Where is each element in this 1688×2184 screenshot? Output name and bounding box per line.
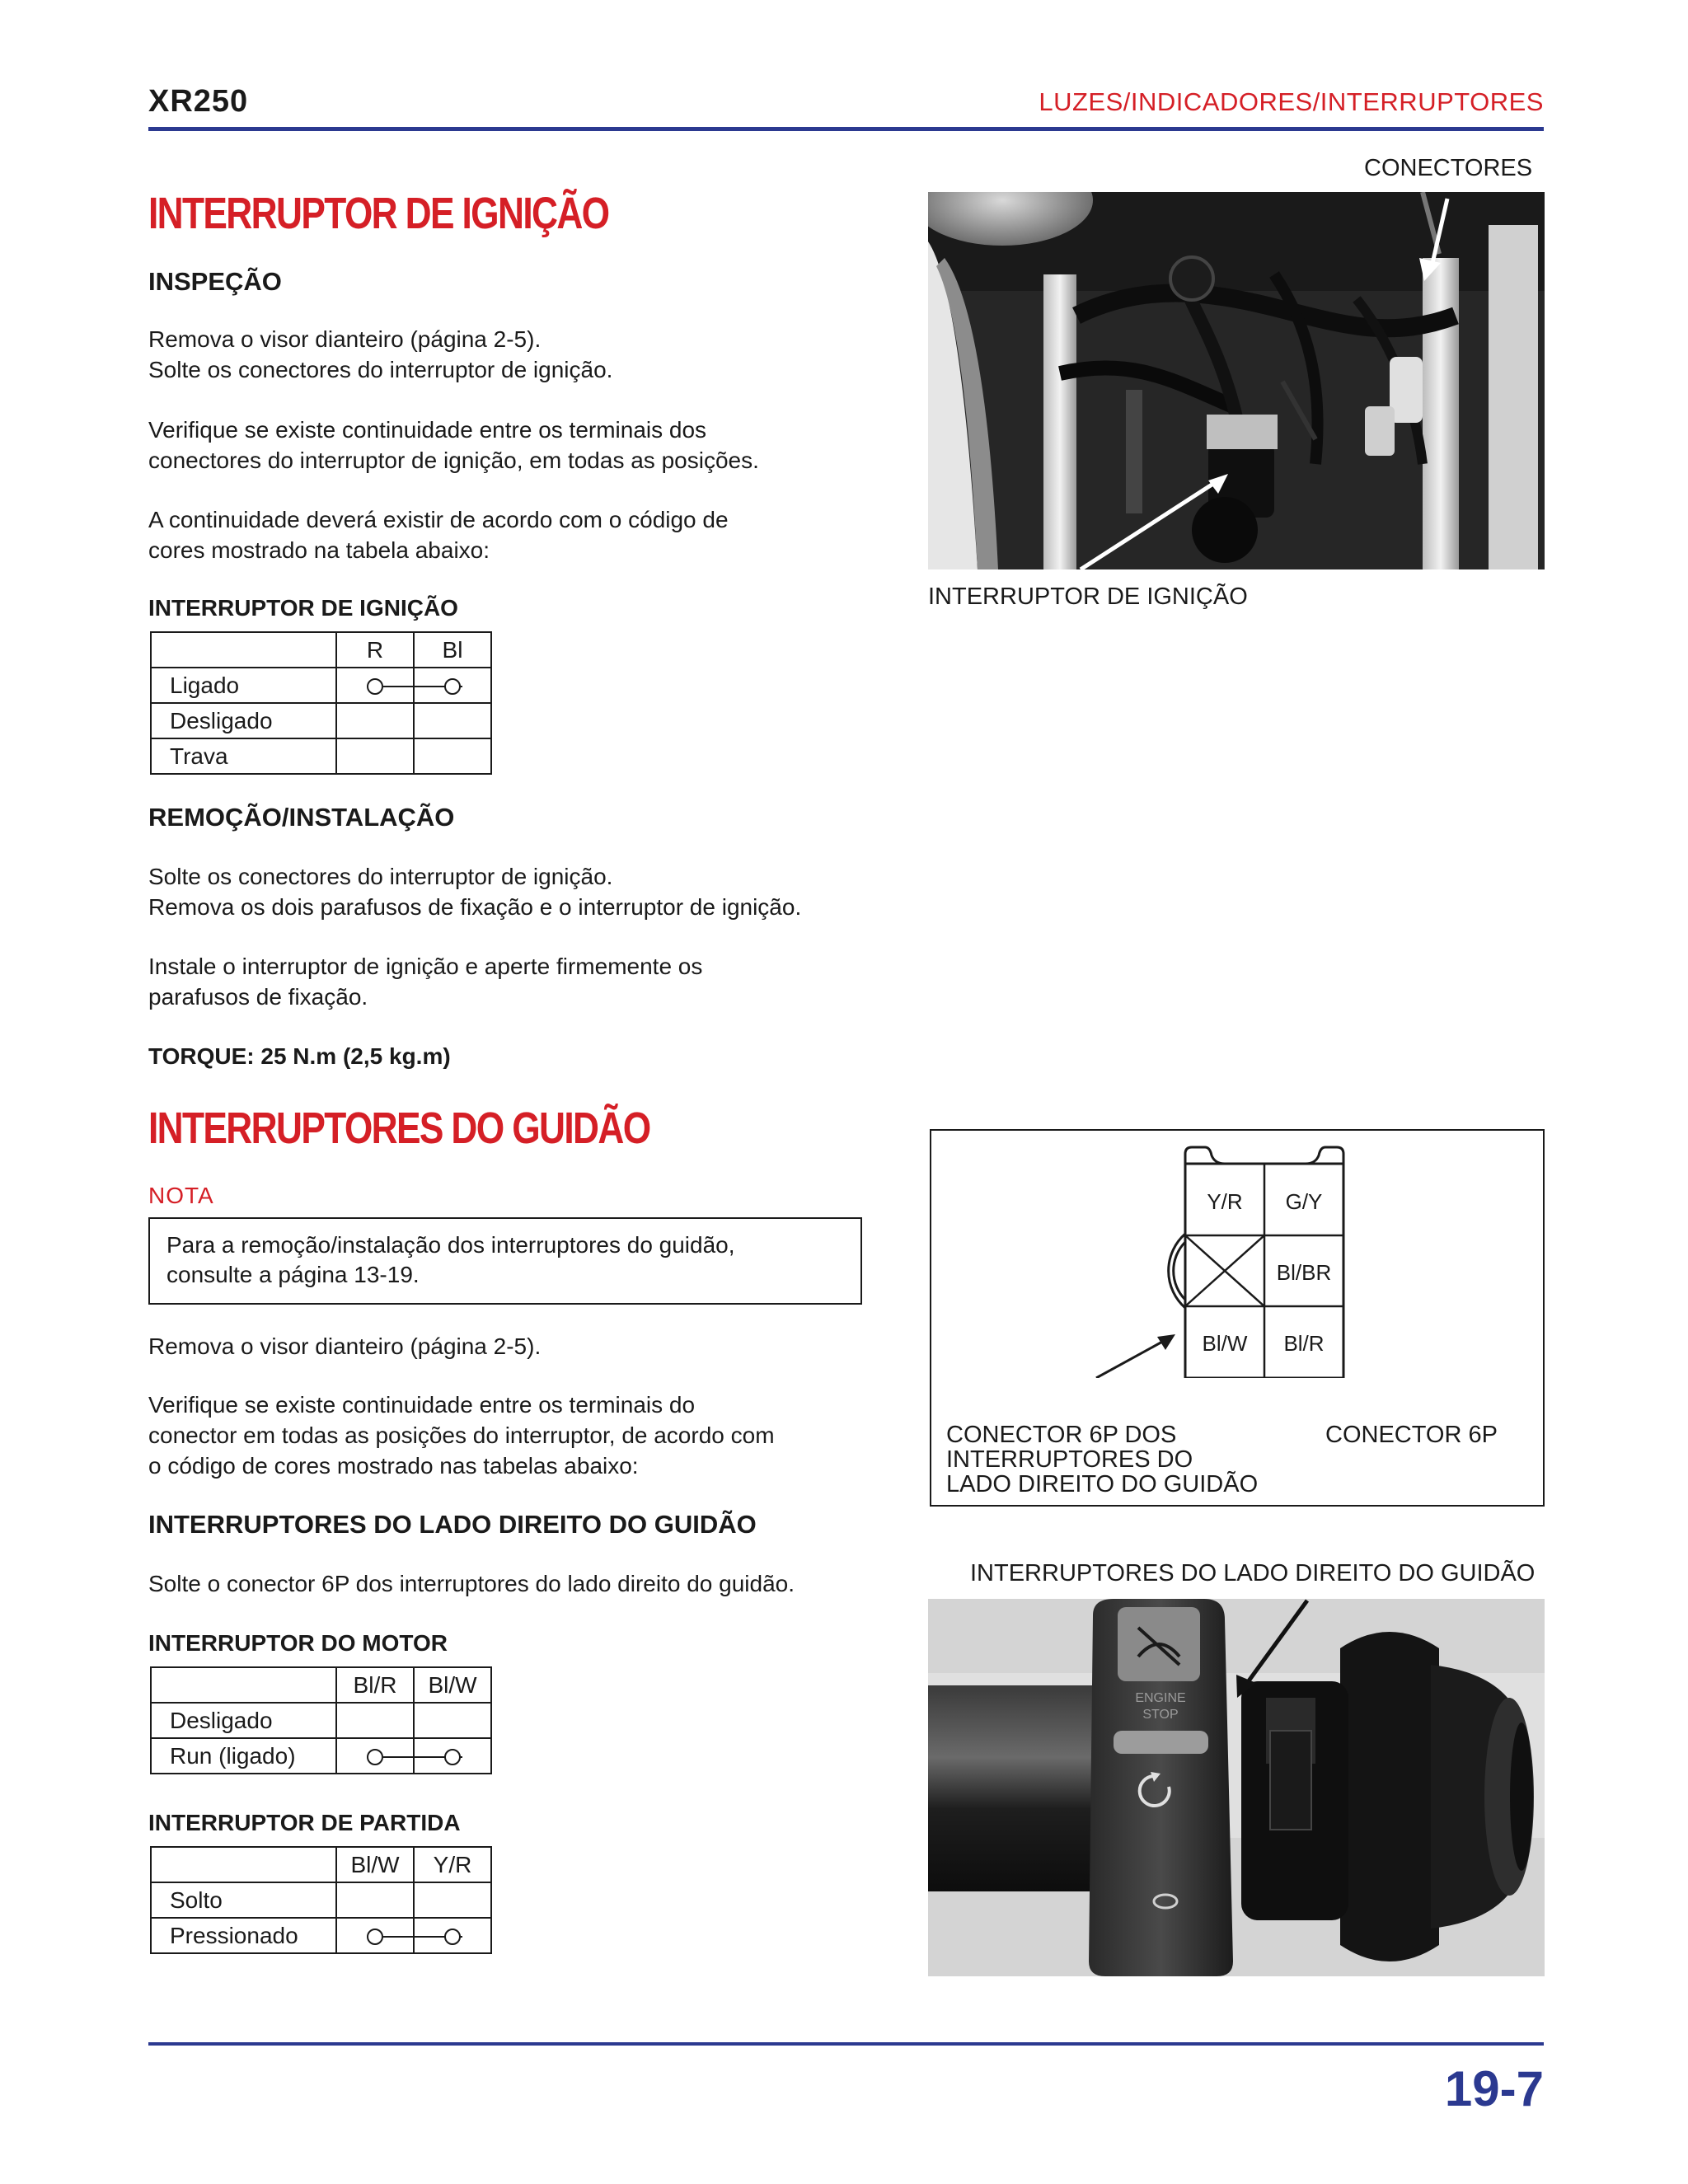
caption-line: LADO DIREITO DO GUIDÃO xyxy=(946,1471,1259,1497)
para-line: conectores do interruptor de ignição, em todas as posições. xyxy=(148,448,759,473)
table-cell xyxy=(414,1703,491,1738)
inspection-heading: INSPEÇÃO xyxy=(148,267,282,296)
table-column-header: Bl/W xyxy=(336,1847,414,1882)
para-line: Solte os conectores do interruptor de ignição. xyxy=(148,357,613,382)
connector-6p-drawing xyxy=(931,1131,1543,1378)
ignition-title: INTERRUPTOR DE IGNIÇÃO xyxy=(148,189,609,238)
continuity-mark xyxy=(444,1929,461,1945)
table-cell xyxy=(336,1703,414,1738)
handlebar-para-1: Remova o visor dianteiro (página 2-5). xyxy=(148,1333,542,1359)
pin-label: G/Y xyxy=(1285,1189,1323,1214)
removal-heading: REMOÇÃO/INSTALAÇÃO xyxy=(148,803,455,832)
table-row xyxy=(151,1918,491,1953)
footer-rule xyxy=(148,2042,1544,2046)
table-row xyxy=(151,1738,491,1774)
table-row xyxy=(151,703,491,738)
torque-spec: TORQUE: 25 N.m (2,5 kg.m) xyxy=(148,1043,451,1069)
pin-label: Bl/BR xyxy=(1276,1260,1332,1285)
connector-diagram xyxy=(930,1129,1545,1507)
para-line: Instale o interruptor de ignição e aperte firmemente os xyxy=(148,954,703,979)
note-line: consulte a página 13-19. xyxy=(166,1262,420,1287)
photo-label-ignition: INTERRUPTOR DE IGNIÇÃO xyxy=(928,583,1248,610)
para-line: parafusos de fixação. xyxy=(148,984,368,1010)
para-line: cores mostrado na tabela abaixo: xyxy=(148,537,490,563)
removal-para-1 xyxy=(148,861,956,922)
para-line: o código de cores mostrado nas tabelas abaixo: xyxy=(148,1453,639,1479)
para-line: Verifique se existe continuidade entre os terminais dos xyxy=(148,417,707,443)
ignition-continuity-table xyxy=(150,631,492,775)
table-cell xyxy=(336,738,414,774)
table-header-row xyxy=(151,1847,491,1882)
table-row xyxy=(151,738,491,774)
removal-para-2 xyxy=(148,951,956,1012)
diagram-caption-left xyxy=(946,1422,1258,1497)
switch-stop-text: STOP xyxy=(1142,1708,1179,1722)
table-header-row xyxy=(151,632,491,668)
pin-label: Bl/W xyxy=(1202,1331,1248,1356)
para-line: conector em todas as posições do interruptor, de acordo com xyxy=(148,1422,775,1448)
photo-label-connectors: CONECTORES xyxy=(1364,155,1533,181)
pin-label: Y/R xyxy=(1207,1189,1243,1214)
start-switch-table xyxy=(150,1846,492,1954)
continuity-mark xyxy=(367,1929,383,1945)
continuity-cell xyxy=(336,668,414,703)
table-column-header: R xyxy=(336,632,414,668)
start-table-title: INTERRUPTOR DE PARTIDA xyxy=(148,1810,461,1835)
table-row-label: Desligado xyxy=(151,1703,336,1738)
para-line: Remova o visor dianteiro (página 2-5). xyxy=(148,326,542,352)
table-row xyxy=(151,668,491,703)
handlebar-switch-photo xyxy=(928,1599,1545,1976)
ignition-switch-photo xyxy=(928,192,1545,569)
table-column-header: Bl/W xyxy=(414,1667,491,1703)
right-switches-para: Solte o conector 6P dos interruptores do lado direito do guidão. xyxy=(148,1571,795,1596)
note-label: NOTA xyxy=(148,1183,214,1208)
switch-engine-text: ENGINE xyxy=(1135,1691,1186,1705)
table-cell xyxy=(414,703,491,738)
continuity-mark xyxy=(367,678,383,695)
table-cell xyxy=(336,703,414,738)
inspection-para-1 xyxy=(148,324,890,385)
section-title: LUZES/INDICADORES/INTERRUPTORES xyxy=(1039,87,1544,116)
page-number: 19-7 xyxy=(1444,2061,1544,2116)
caption-line: INTERRUPTORES DO xyxy=(946,1446,1193,1473)
table-row-label: Trava xyxy=(151,738,336,774)
right-switches-heading: INTERRUPTORES DO LADO DIREITO DO GUIDÃO xyxy=(148,1510,757,1539)
model-name: XR250 xyxy=(148,84,249,119)
table-row-label: Pressionado xyxy=(151,1918,336,1953)
table-cell xyxy=(414,1882,491,1918)
continuity-cell xyxy=(336,1918,414,1953)
engine-switch-table xyxy=(150,1666,492,1774)
ignition-table-title: INTERRUPTOR DE IGNIÇÃO xyxy=(148,595,458,621)
table-corner-cell xyxy=(151,632,336,668)
diagram-caption-right: CONECTOR 6P xyxy=(1325,1422,1498,1448)
table-column-header: Bl xyxy=(414,632,491,668)
engine-table-title: INTERRUPTOR DO MOTOR xyxy=(148,1630,448,1656)
para-line: Remova os dois parafusos de fixação e o interruptor de ignição. xyxy=(148,894,802,920)
note-line: Para a remoção/instalação dos interruptores do guidão, xyxy=(166,1232,735,1258)
table-row-label: Run (ligado) xyxy=(151,1738,336,1774)
table-cell xyxy=(414,738,491,774)
continuity-cell xyxy=(336,1738,414,1774)
table-cell xyxy=(336,1882,414,1918)
table-corner-cell xyxy=(151,1667,336,1703)
table-row xyxy=(151,1882,491,1918)
para-line: Solte os conectores do interruptor de ignição. xyxy=(148,864,613,889)
continuity-mark xyxy=(367,1749,383,1765)
inspection-para-2 xyxy=(148,415,890,476)
table-column-header: Y/R xyxy=(414,1847,491,1882)
para-line: A continuidade deverá existir de acordo com o código de xyxy=(148,507,729,532)
continuity-mark xyxy=(444,678,461,695)
photo-label-right-switches: INTERRUPTORES DO LADO DIREITO DO GUIDÃO xyxy=(970,1560,1536,1586)
pin-label: Bl/R xyxy=(1283,1331,1325,1356)
table-row-label: Solto xyxy=(151,1882,336,1918)
table-row-label: Ligado xyxy=(151,668,336,703)
handlebar-para-2 xyxy=(148,1390,890,1481)
table-header-row xyxy=(151,1667,491,1703)
table-column-header: Bl/R xyxy=(336,1667,414,1703)
inspection-para-3 xyxy=(148,504,890,565)
continuity-mark xyxy=(444,1749,461,1765)
table-row xyxy=(151,1703,491,1738)
handlebar-title: INTERRUPTORES DO GUIDÃO xyxy=(148,1104,650,1153)
para-line: Verifique se existe continuidade entre os terminais do xyxy=(148,1392,696,1418)
ignition-photo-drawing xyxy=(928,192,1545,569)
note-box xyxy=(148,1217,862,1305)
handlebar-photo-drawing xyxy=(928,1599,1545,1976)
table-row-label: Desligado xyxy=(151,703,336,738)
table-corner-cell xyxy=(151,1847,336,1882)
caption-line: CONECTOR 6P DOS xyxy=(946,1422,1177,1448)
header-rule xyxy=(148,127,1544,131)
